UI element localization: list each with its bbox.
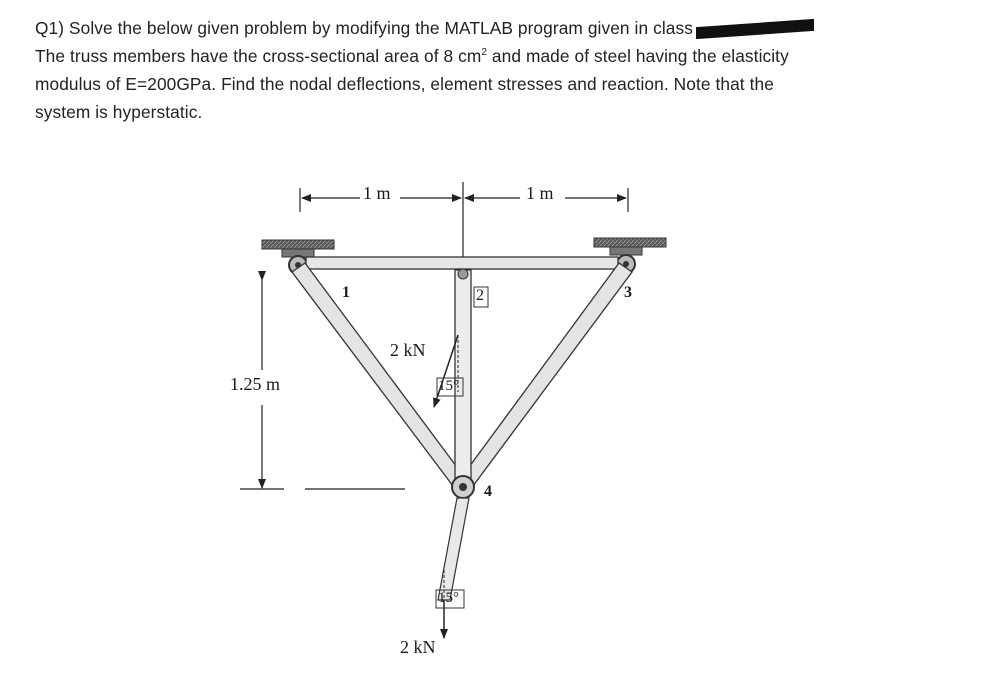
load-rod (438, 498, 469, 600)
angle-label-upper: 15° (438, 378, 459, 394)
problem-statement (35, 14, 935, 126)
node-label-4: 4 (484, 483, 492, 500)
angle-label-lower: 15° (438, 590, 459, 606)
problem-line-2-text-b: and made of steel having the elasticity (487, 46, 789, 66)
problem-line-2-text-a: The truss members have the cross-sectional area of 8 cm (35, 46, 482, 66)
dim-label-height: 1.25 m (230, 374, 281, 394)
area-unit-exponent: 2 (481, 47, 488, 58)
problem-line-1 (35, 14, 935, 42)
redaction-mark (696, 19, 814, 39)
node-label-3: 3 (624, 284, 632, 301)
member-2 (455, 269, 471, 482)
truss-figure (210, 160, 680, 675)
top-horizontal-member (306, 257, 618, 269)
dim-label-right: 1 m (526, 183, 554, 203)
problem-line-1-text: Q1) Solve the below given problem by modifying the MATLAB program given in class (35, 18, 693, 38)
node-4-pin (452, 476, 474, 498)
problem-line-4: system is hyperstatic. (35, 102, 203, 122)
problem-line-3: modulus of E=200GPa. Find the nodal deflections, element stresses and reaction. Note that the (35, 74, 774, 94)
node-label-1: 1 (342, 284, 350, 301)
member-1 (292, 263, 468, 490)
load-label-upper: 2 kN (390, 340, 426, 360)
node-label-2: 2 (476, 287, 484, 304)
load-label-lower: 2 kN (400, 637, 436, 657)
problem-line-2 (35, 42, 935, 70)
dim-label-left: 1 m (363, 183, 391, 203)
